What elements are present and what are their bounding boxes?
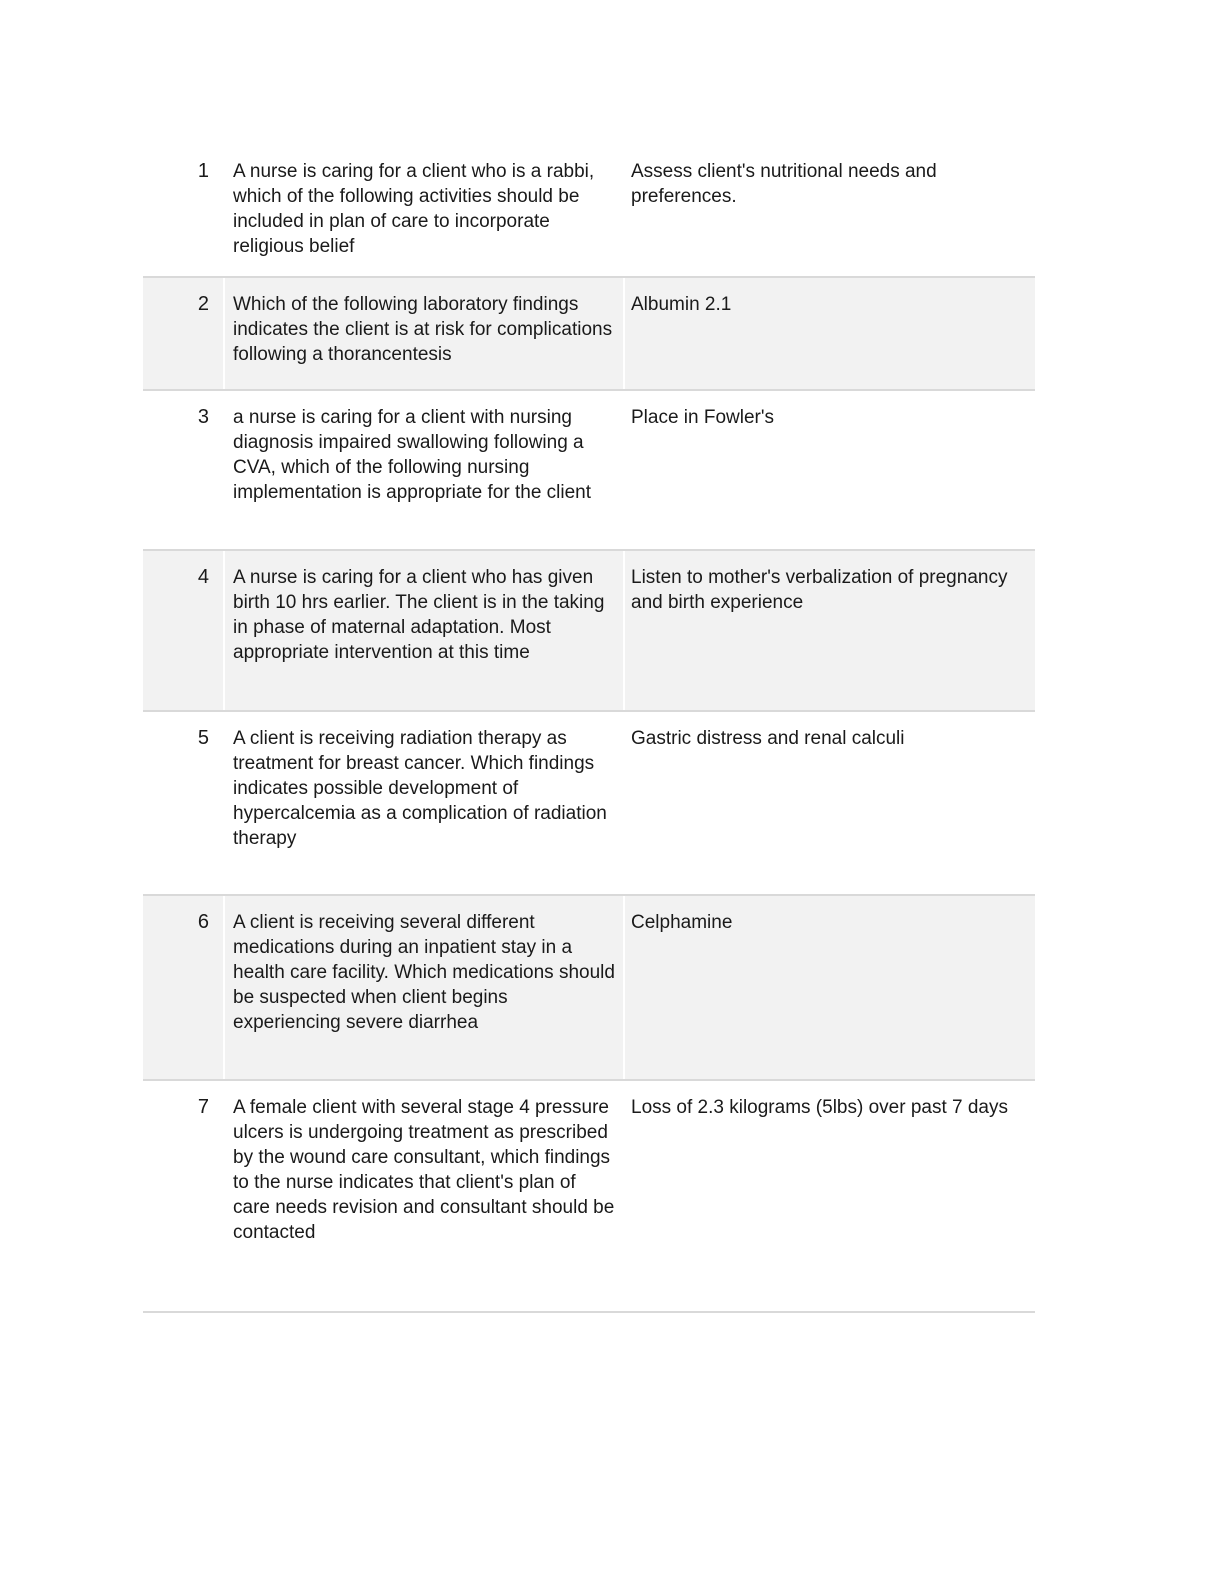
question-text: A client is receiving radiation therapy as treatment for breast cancer. Which findings indicates possible development of hypercalcemia as a complication of radiation therapy: [223, 712, 625, 894]
question-text: Which of the following laboratory findings indicates the client is at risk for complications following a thorancentesis: [223, 278, 625, 389]
answer-text: Celphamine: [631, 912, 733, 933]
table-row: [143, 145, 1035, 278]
question-text: a nurse is caring for a client with nursing diagnosis impaired swallowing following a CVA, which of the following nursing implementation is appropriate for the client: [223, 391, 625, 549]
table-row: [143, 551, 1035, 712]
row-number: 1: [197, 160, 209, 182]
table-row: [143, 391, 1035, 551]
answer-text: Albumin 2.1: [631, 294, 732, 315]
row-number: 4: [197, 566, 209, 588]
answer-text: Assess client's nutritional needs and preferences.: [631, 161, 937, 207]
question-text: A client is receiving several different medications during an inpatient stay in a health care facility. Which medications should be suspected when client begins experiencing severe diarrhea: [223, 896, 625, 1079]
row-number: 6: [197, 911, 209, 933]
answer-text: Place in Fowler's: [631, 407, 775, 428]
qa-table: [143, 145, 1035, 1313]
table-row: [143, 1081, 1035, 1313]
row-number: 5: [197, 727, 209, 749]
question-text: A nurse is caring for a client who has given birth 10 hrs earlier. The client is in the taking in phase of maternal adaptation. Most appropriate intervention at this time: [223, 551, 625, 710]
answer-text: Gastric distress and renal calculi: [631, 728, 905, 749]
table-row: [143, 278, 1035, 391]
table-row: [143, 712, 1035, 896]
row-number: 3: [197, 406, 209, 428]
row-number: 2: [197, 293, 209, 315]
row-number: 7: [197, 1096, 209, 1118]
table-row: [143, 896, 1035, 1081]
question-text: A nurse is caring for a client who is a rabbi, which of the following activities should be included in plan of care to incorporate religious belief: [223, 145, 625, 276]
answer-text: Listen to mother's verbalization of pregnancy and birth experience: [631, 567, 1008, 613]
answer-text: Loss of 2.3 kilograms (5lbs) over past 7 days: [631, 1097, 1009, 1118]
question-text: A female client with several stage 4 pressure ulcers is undergoing treatment as prescribed by the wound care consultant, which findings to the nurse indicates that client's plan of care needs revision and consultant should be contacted: [223, 1081, 625, 1311]
